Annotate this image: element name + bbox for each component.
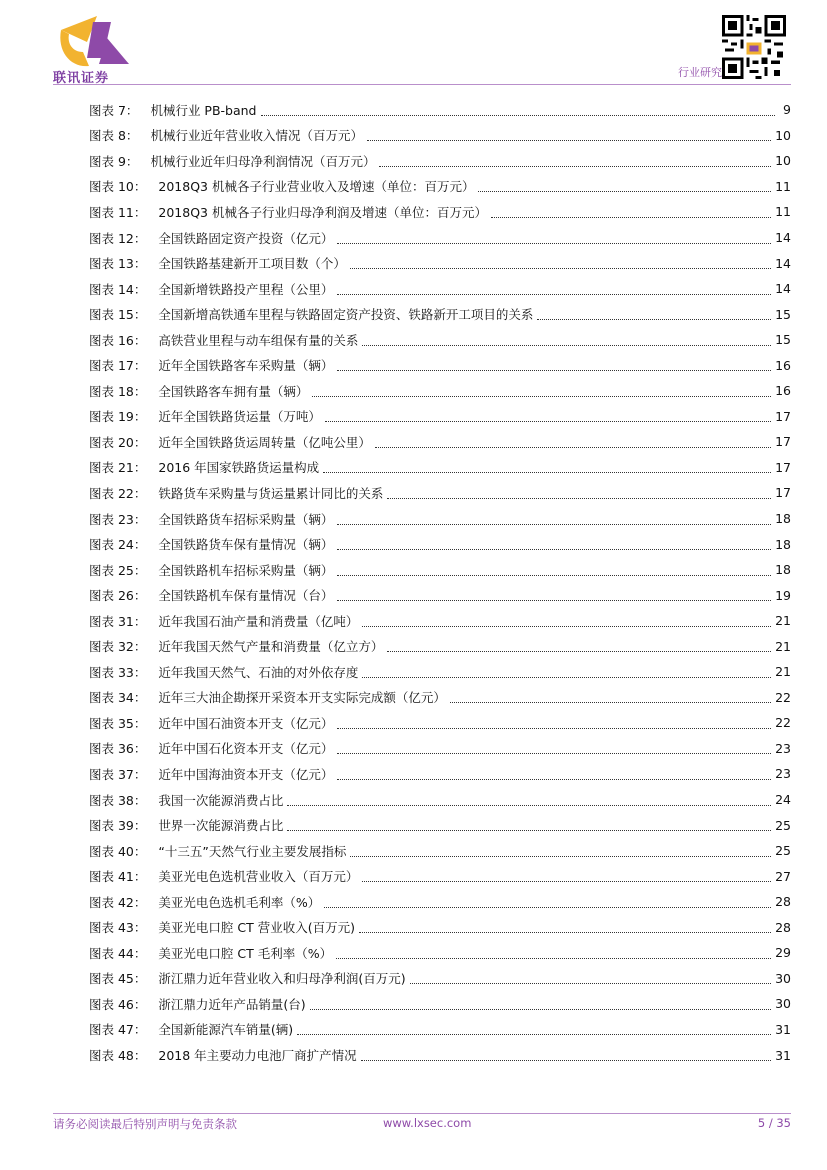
toc-entry[interactable] <box>89 710 791 736</box>
section-label: 行业研究 <box>678 66 722 79</box>
toc-entry-title: 浙江鼎力近年营业收入和归母净利润(百万元) <box>158 971 406 987</box>
toc-entry[interactable] <box>89 633 791 659</box>
toc-entry-label: 图表 9： <box>89 153 139 169</box>
toc-entry-label: 图表 41： <box>89 869 147 885</box>
toc-entry[interactable] <box>89 940 791 966</box>
toc-entry-label: 图表 17： <box>89 358 147 374</box>
qr-code-icon <box>722 15 786 79</box>
toc-entry-page: 18 <box>775 511 791 527</box>
toc-dot-leader <box>297 1033 771 1035</box>
toc-entry-label: 图表 10： <box>89 179 147 195</box>
toc-entry[interactable] <box>89 812 791 838</box>
toc-entry[interactable] <box>89 404 791 430</box>
toc-entry-page: 25 <box>775 817 791 833</box>
toc-entry-label: 图表 22： <box>89 485 147 501</box>
toc-entry-page: 17 <box>775 408 791 424</box>
toc-entry-label: 图表 48： <box>89 1048 147 1063</box>
toc-entry[interactable] <box>89 531 791 557</box>
toc-dot-leader <box>337 293 771 295</box>
toc-dot-leader <box>324 906 771 908</box>
toc-entry-title: 浙江鼎力近年产品销量(台) <box>158 996 306 1012</box>
toc-entry-title: 机械行业近年归母净利润情况（百万元） <box>150 153 376 169</box>
toc-dot-leader <box>287 804 771 806</box>
toc-entry-label: 图表 42： <box>89 894 147 910</box>
toc-entry-label: 图表 16： <box>89 332 147 348</box>
toc-entry-title: 近年中国石化资本开支（亿元） <box>158 741 334 757</box>
toc-entry-title: 美亚光电色选机毛利率（%） <box>158 894 321 910</box>
toc-entry-page: 29 <box>775 945 791 961</box>
toc-entry-title: 近年三大油企勘探开采资本开支实际完成额（亿元） <box>158 690 446 706</box>
toc-entry-page: 18 <box>775 562 791 578</box>
toc-dot-leader <box>361 1059 771 1061</box>
toc-entry-title: 机械行业 PB-band <box>150 102 257 118</box>
toc-entry-label: 图表 39： <box>89 818 147 834</box>
toc-entry[interactable] <box>89 455 791 481</box>
toc-entry-title: “十三五”天然气行业主要发展指标 <box>158 843 347 859</box>
toc-dot-leader <box>312 395 771 397</box>
toc-dot-leader <box>350 267 771 269</box>
toc-entry-title: 2018 年主要动力电池厂商扩产情况 <box>158 1048 357 1063</box>
toc-entry-label: 图表 8： <box>89 128 139 144</box>
toc-entry-label: 图表 19： <box>89 409 147 425</box>
toc-entry-label: 图表 15： <box>89 307 147 323</box>
toc-entry-page: 17 <box>775 485 791 501</box>
toc-entry[interactable] <box>89 97 791 123</box>
toc-entry-title: 机械行业近年营业收入情况（百万元） <box>150 128 363 144</box>
toc-entry-page: 9 <box>783 102 791 118</box>
toc-entry-label: 图表 34： <box>89 690 147 706</box>
toc-entry[interactable] <box>89 480 791 506</box>
toc-entry-label: 图表 32： <box>89 639 147 655</box>
toc-entry-title: 高铁营业里程与动车组保有量的关系 <box>158 332 359 348</box>
toc-entry[interactable] <box>89 352 791 378</box>
toc-dot-leader <box>337 778 771 780</box>
toc-entry-page: 19 <box>775 587 791 603</box>
toc-entry[interactable] <box>89 506 791 532</box>
toc-entry[interactable] <box>89 123 791 149</box>
figure-index-list <box>89 97 791 1068</box>
toc-dot-leader <box>337 752 771 754</box>
toc-dot-leader <box>362 676 771 678</box>
toc-entry[interactable] <box>89 863 791 889</box>
toc-dot-leader <box>337 242 771 244</box>
toc-dot-leader <box>337 548 771 550</box>
toc-entry-page: 16 <box>775 357 791 373</box>
toc-entry-title: 2018Q3 机械各子行业归母净利润及增速（单位：百万元） <box>158 204 487 220</box>
toc-entry[interactable] <box>89 174 791 200</box>
toc-entry-page: 23 <box>775 766 791 782</box>
toc-entry-title: 全国铁路客车拥有量（辆） <box>158 383 309 399</box>
toc-entry-title: 全国铁路机车保有量情况（台） <box>158 588 334 604</box>
toc-dot-leader <box>478 190 771 192</box>
toc-entry-label: 图表 47： <box>89 1022 147 1038</box>
toc-entry-title: 美亚光电色选机营业收入（百万元） <box>158 869 359 885</box>
toc-entry-title: 近年中国石油资本开支（亿元） <box>158 715 334 731</box>
toc-entry-title: 近年我国石油产量和消费量（亿吨） <box>158 613 359 629</box>
toc-entry[interactable] <box>89 378 791 404</box>
toc-entry[interactable] <box>89 1017 791 1043</box>
toc-entry-title: 近年全国铁路客车采购量（辆） <box>158 358 334 374</box>
toc-entry-page: 31 <box>775 1047 791 1063</box>
toc-entry-label: 图表 18： <box>89 383 147 399</box>
toc-entry[interactable] <box>89 685 791 711</box>
toc-entry-page: 25 <box>775 843 791 859</box>
toc-entry-label: 图表 36： <box>89 741 147 757</box>
toc-entry[interactable] <box>89 966 791 992</box>
toc-entry-title: 世界一次能源消费占比 <box>158 818 284 834</box>
toc-entry-page: 22 <box>775 715 791 731</box>
toc-entry-label: 图表 44： <box>89 945 147 961</box>
toc-dot-leader <box>362 880 771 882</box>
toc-dot-leader <box>367 139 771 141</box>
toc-entry-page: 21 <box>775 613 791 629</box>
toc-entry-page: 30 <box>775 996 791 1012</box>
toc-entry-label: 图表 33： <box>89 664 147 680</box>
page-header <box>0 0 827 92</box>
toc-entry[interactable] <box>89 225 791 251</box>
toc-entry-label: 图表 25： <box>89 562 147 578</box>
header-divider <box>53 84 791 85</box>
toc-entry-title: 美亚光电口腔 CT 毛利率（%） <box>158 945 333 961</box>
toc-entry-label: 图表 26： <box>89 588 147 604</box>
footer-divider <box>53 1113 791 1114</box>
page-footer <box>53 1116 791 1132</box>
toc-entry-title: 全国铁路固定资产投资（亿元） <box>158 230 334 246</box>
toc-dot-leader <box>287 829 771 831</box>
toc-entry-label: 图表 7： <box>89 102 139 118</box>
toc-entry-label: 图表 14： <box>89 281 147 297</box>
toc-entry-title: 我国一次能源消费占比 <box>158 792 284 808</box>
toc-entry-page: 18 <box>775 536 791 552</box>
toc-dot-leader <box>337 369 771 371</box>
toc-entry[interactable] <box>89 991 791 1017</box>
toc-entry-page: 14 <box>775 281 791 297</box>
toc-dot-leader <box>362 625 771 627</box>
toc-entry[interactable] <box>89 761 791 787</box>
toc-entry-title: 全国新增铁路投产里程（公里） <box>158 281 334 297</box>
toc-entry[interactable] <box>89 659 791 685</box>
toc-dot-leader <box>261 114 776 116</box>
toc-dot-leader <box>310 1008 771 1010</box>
toc-entry[interactable] <box>89 250 791 276</box>
toc-entry-page: 21 <box>775 664 791 680</box>
toc-entry-title: 近年全国铁路货运量（万吨） <box>158 409 321 425</box>
toc-entry-label: 图表 35： <box>89 715 147 731</box>
toc-entry[interactable] <box>89 889 791 915</box>
toc-entry-label: 图表 38： <box>89 792 147 808</box>
website-link[interactable]: www.lxsec.com <box>383 1116 472 1130</box>
toc-entry[interactable] <box>89 736 791 762</box>
toc-dot-leader <box>323 471 771 473</box>
toc-entry-page: 15 <box>775 332 791 348</box>
toc-dot-leader <box>337 727 771 729</box>
toc-entry-title: 全国铁路货车保有量情况（辆） <box>158 537 334 553</box>
toc-entry-label: 图表 45： <box>89 971 147 987</box>
toc-entry[interactable] <box>89 327 791 353</box>
toc-entry-title: 全国铁路基建新开工项目数（个） <box>158 256 346 272</box>
toc-entry-title: 全国新能源汽车销量(辆) <box>158 1022 294 1038</box>
toc-entry-label: 图表 23： <box>89 511 147 527</box>
toc-entry-page: 10 <box>775 127 791 143</box>
toc-dot-leader <box>325 420 771 422</box>
toc-entry-page: 28 <box>775 919 791 935</box>
toc-dot-leader <box>337 599 771 601</box>
toc-entry-page: 11 <box>775 178 791 194</box>
toc-dot-leader <box>350 855 771 857</box>
toc-entry-title: 全国铁路货车招标采购量（辆） <box>158 511 334 527</box>
toc-entry[interactable] <box>89 276 791 302</box>
toc-entry[interactable] <box>89 838 791 864</box>
toc-dot-leader <box>337 523 771 525</box>
toc-dot-leader <box>387 497 771 499</box>
toc-entry[interactable] <box>89 787 791 813</box>
toc-entry-title: 铁路货车采购量与货运量累计同比的关系 <box>158 485 384 501</box>
toc-entry-label: 图表 40： <box>89 843 147 859</box>
toc-entry-title: 近年中国海油资本开支（亿元） <box>158 766 334 782</box>
toc-entry-page: 21 <box>775 638 791 654</box>
toc-dot-leader <box>375 446 771 448</box>
toc-entry-page: 27 <box>775 868 791 884</box>
toc-entry[interactable] <box>89 915 791 941</box>
toc-dot-leader <box>410 982 771 984</box>
toc-entry-page: 31 <box>775 1021 791 1037</box>
toc-entry-title: 近年我国天然气、石油的对外依存度 <box>158 664 359 680</box>
toc-dot-leader <box>387 650 771 652</box>
toc-entry-page: 10 <box>775 153 791 169</box>
toc-entry[interactable] <box>89 608 791 634</box>
toc-dot-leader <box>450 701 771 703</box>
toc-dot-leader <box>336 957 771 959</box>
toc-entry-label: 图表 12： <box>89 230 147 246</box>
toc-entry-label: 图表 24： <box>89 537 147 553</box>
disclaimer-link[interactable]: 请务必阅读最后特别声明与免责条款 <box>53 1117 237 1131</box>
toc-entry-title: 全国新增高铁通车里程与铁路固定资产投资、铁路新开工项目的关系 <box>158 307 534 323</box>
toc-entry-page: 11 <box>775 204 791 220</box>
toc-entry-page: 23 <box>775 740 791 756</box>
toc-entry-title: 2018Q3 机械各子行业营业收入及增速（单位：百万元） <box>158 179 475 195</box>
toc-entry-label: 图表 13： <box>89 256 147 272</box>
toc-entry-label: 图表 31： <box>89 613 147 629</box>
toc-dot-leader <box>491 216 771 218</box>
toc-entry-title: 美亚光电口腔 CT 营业收入(百万元) <box>158 920 355 936</box>
toc-entry-title: 近年全国铁路货运周转量（亿吨公里） <box>158 434 371 450</box>
toc-entry-page: 16 <box>775 383 791 399</box>
toc-dot-leader <box>379 165 771 167</box>
toc-entry-title: 近年我国天然气产量和消费量（亿立方） <box>158 639 384 655</box>
toc-entry-page: 30 <box>775 970 791 986</box>
toc-entry-label: 图表 20： <box>89 434 147 450</box>
toc-entry-page: 22 <box>775 689 791 705</box>
toc-entry[interactable] <box>89 557 791 583</box>
toc-entry-label: 图表 43： <box>89 920 147 936</box>
toc-entry-title: 全国铁路机车招标采购量（辆） <box>158 562 334 578</box>
toc-entry-page: 14 <box>775 230 791 245</box>
toc-entry-label: 图表 21： <box>89 460 147 476</box>
toc-entry[interactable] <box>89 582 791 608</box>
toc-entry-label: 图表 46： <box>89 996 147 1012</box>
toc-entry-title: 2016 年国家铁路货运量构成 <box>158 460 320 476</box>
toc-dot-leader <box>362 344 771 346</box>
toc-entry-label: 图表 11： <box>89 204 147 220</box>
toc-entry-page: 15 <box>775 306 791 322</box>
toc-entry[interactable] <box>89 429 791 455</box>
toc-entry-page: 17 <box>775 459 791 475</box>
toc-dot-leader <box>537 318 771 320</box>
toc-entry[interactable] <box>89 148 791 174</box>
logo-text: 联讯证券 <box>53 71 110 86</box>
toc-dot-leader <box>337 574 771 576</box>
toc-entry[interactable] <box>89 1042 791 1068</box>
toc-entry-page: 24 <box>775 792 791 808</box>
toc-entry-label: 图表 37： <box>89 766 147 782</box>
toc-entry-page: 14 <box>775 255 791 271</box>
toc-entry-page: 28 <box>775 894 791 910</box>
toc-entry-page: 17 <box>775 434 791 450</box>
toc-entry[interactable] <box>89 199 791 225</box>
page-number: 5 / 35 <box>757 1116 791 1130</box>
toc-dot-leader <box>359 931 771 933</box>
toc-entry[interactable] <box>89 301 791 327</box>
